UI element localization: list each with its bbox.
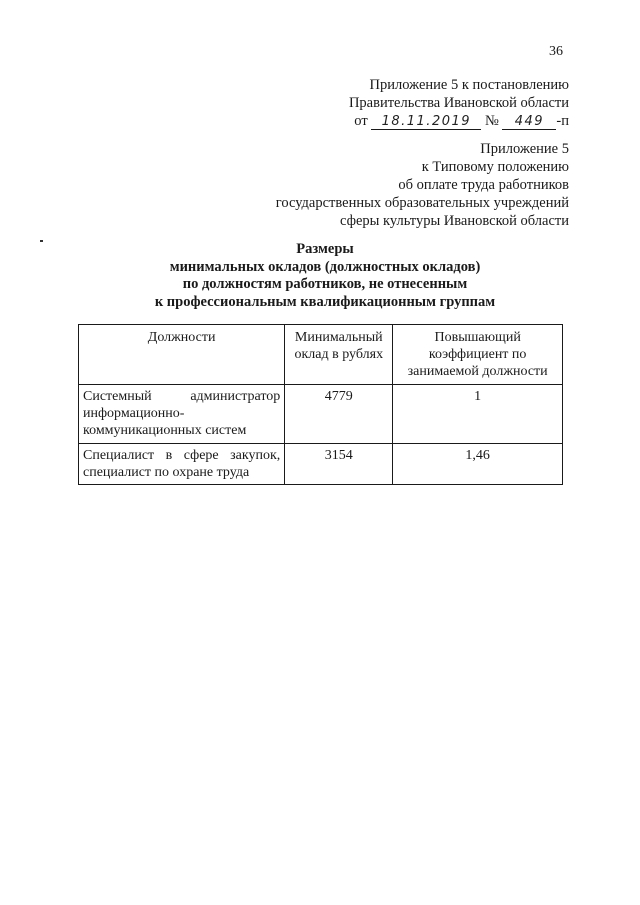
header-position: Должности: [79, 325, 285, 385]
number-suffix: -п: [556, 113, 569, 129]
header-salary: Минимальный оклад в рублях: [285, 325, 393, 385]
appendix-line-4: государственных образовательных учреждений: [275, 195, 569, 211]
cell-position: Специалист в сфере закупок, специалист по охране труда: [79, 444, 285, 485]
document-title: [60, 241, 590, 311]
resolution-date-line: [349, 112, 569, 130]
page-number: 36: [549, 44, 563, 59]
date-prefix: от: [354, 113, 368, 129]
resolution-line-1: Приложение 5 к постановлению: [369, 77, 569, 93]
resolution-header: [349, 76, 569, 130]
appendix-line-2: к Типовому положению: [421, 159, 569, 175]
title-line-3: по должностям работников, не отнесенным: [182, 276, 468, 292]
number-sign: №: [484, 113, 499, 129]
appendix-header: [276, 140, 569, 230]
salary-table: [78, 324, 563, 485]
cell-salary: 4779: [285, 385, 393, 444]
appendix-line-5: сферы культуры Ивановской области: [339, 213, 569, 229]
cell-coefficient: 1: [393, 385, 563, 444]
handwritten-date: 18.11.2019: [371, 115, 481, 130]
resolution-line-2: Правительства Ивановской области: [348, 95, 569, 111]
table-row: [79, 444, 563, 485]
title-line-2: минимальных окладов (должностных окладов): [169, 258, 481, 275]
table-header-row: [79, 325, 563, 385]
title-line-4: к профессиональным квалификационным группам: [154, 293, 496, 310]
cell-coefficient: 1,46: [393, 444, 563, 485]
appendix-line-1: Приложение 5: [480, 141, 569, 157]
handwritten-number: 449: [502, 115, 556, 130]
title-line-1: Размеры: [296, 241, 354, 257]
table-row: [79, 385, 563, 444]
header-coefficient: Повышающий коэффициент по занимаемой должности: [393, 325, 563, 385]
cell-position: Системный администратор информационно-коммуникационных систем: [79, 385, 285, 444]
cell-salary: 3154: [285, 444, 393, 485]
appendix-line-3: об оплате труда работников: [398, 177, 569, 193]
scan-speck: [40, 240, 43, 242]
